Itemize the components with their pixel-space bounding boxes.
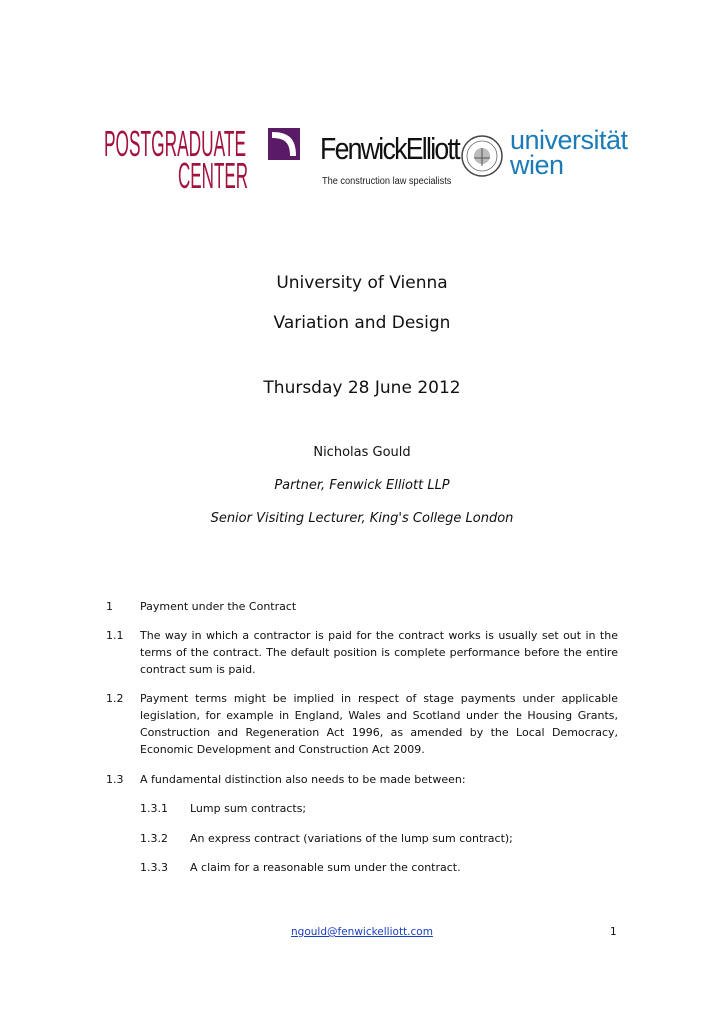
- fenwick-elliott-tagline: The construction law specialists: [322, 176, 452, 187]
- postgrad-line1: POSTGRADUATE: [104, 124, 246, 164]
- page-number: 1: [610, 926, 617, 938]
- subparagraph-number: 1.3.3: [140, 861, 168, 874]
- subparagraph-number: 1.3.2: [140, 832, 168, 845]
- section-number: 1: [106, 600, 113, 613]
- paragraph-text: The way in which a contractor is paid for the contract works is usually set out in the terms of the contract. The default position is complete performance before the entire contract sum is paid.: [140, 629, 618, 676]
- uni-line1: universität: [510, 125, 628, 155]
- title-topic: Variation and Design: [273, 313, 451, 333]
- title-date: Thursday 28 June 2012: [263, 378, 461, 398]
- universitat-wien-logo: [510, 125, 628, 180]
- postgraduate-center-logo: [104, 124, 248, 190]
- postgrad-line2: CENTER: [178, 155, 248, 190]
- author-name: Nicholas Gould: [313, 445, 411, 460]
- paragraph-text: Payment terms might be implied in respect of stage payments under applicable legislation, for example in England, Wales and Scotland under the Housing Grants, Construction and Regeneration Act 1996, as amended by the Local Democracy, Economic Development and Construction Act 2009.: [140, 692, 618, 756]
- university-seal-icon: [460, 128, 504, 184]
- subparagraph-text: Lump sum contracts;: [190, 802, 307, 815]
- fenwick-elliott-name: FenwickElliott: [320, 131, 459, 166]
- subparagraph-text: A claim for a reasonable sum under the contract.: [190, 861, 461, 874]
- footer-email-link[interactable]: ngould@fenwickelliott.com: [291, 926, 433, 938]
- paragraph-number: 1.1: [106, 629, 124, 642]
- uni-line2: wien: [510, 150, 564, 180]
- paragraph-1-2: [106, 690, 618, 760]
- title-university: University of Vienna: [276, 273, 448, 293]
- author-role-partner: Partner, Fenwick Elliott LLP: [274, 478, 450, 493]
- subparagraph-number: 1.3.1: [140, 802, 168, 815]
- paragraph-number: 1.3: [106, 773, 124, 786]
- section-title: Payment under the Contract: [140, 600, 297, 613]
- author-role-lecturer: Senior Visiting Lecturer, King's College London: [210, 511, 514, 526]
- paragraph-1-1: [106, 627, 618, 679]
- fenwick-elliott-mark-icon: [268, 128, 300, 160]
- paragraph-number: 1.2: [106, 692, 124, 705]
- paragraph-text: A fundamental distinction also needs to be made between:: [140, 773, 466, 786]
- subparagraph-text: An express contract (variations of the lump sum contract);: [190, 832, 513, 845]
